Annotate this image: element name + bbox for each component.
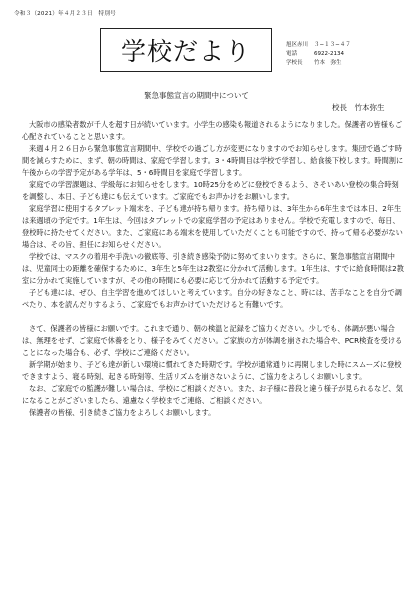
body-paragraph: 家庭学習に使用するタブレット端末を、子ども達が持ち帰ります。持ち帰りは、3年生から6年生までは本日、2年生は来週頃の予定です。1年生は、今回はタブレットでの家庭学習の予定はありません。学校で充電しますので、毎日、登校時に持たせてください。また、ご家庭にある端末を使用していただくことも可能ですので、持って帰る必要がない場合は、その旨、担任にお知らせください。 — [22, 204, 403, 249]
phone-row — [286, 50, 406, 59]
phone-label: 電話 — [286, 51, 298, 57]
body-paragraph: 家庭での学習課題は、学級毎にお知らせをします。10時25分をめどに登校できるよう、さそいあい登校の集合時刻を調整し、本日、子ども達にも伝えています。ご家庭でもお声かけをお願いします。 — [22, 180, 399, 201]
author-line: 校長 竹本弥生 — [332, 103, 385, 112]
school-address — [286, 41, 406, 68]
body-paragraph: 来週４月２６日から緊急事態宣言期間中、学校での過ごし方が変更になりますのでお知らせします。集団で過ごす時間を減らすために、まず、朝の時間は、家庭で学習します。3・4時間目は学校で学習し、給食後下校します。時間割に午後からの学習予定がある学年は、5・6時間目を家庭で学習します。 — [22, 144, 404, 177]
address-label: 旭区赤川 — [286, 42, 309, 48]
body-paragraph: なお、ご家庭での監護が難しい場合は、学校にご相談ください。また、お子様に普段と違う様子が見られるなど、気になることがございましたら、遠慮なく学校までご連絡、ご相談ください。 — [22, 384, 403, 405]
body-paragraph: 子ども達には、ぜひ、自主学習を進めてほしいと考えています。自分の好きなこと、時には、苦手なことを自分で調べたり、本を読んだりするよう、ご家庭でもお声かけていただけると有難いです。 — [22, 288, 402, 309]
principal-value: 竹本 弥生 — [314, 60, 342, 66]
body-paragraph: 保護者の皆様、引き続きご協力をよろしくお願いします。 — [29, 408, 216, 417]
address-value: ３−１３−４７ — [314, 42, 351, 48]
body-paragraph: 新学期が始まり、子ども達が新しい環境に慣れてきた時期です。学校が通常通りに再開しました時にスムーズに登校できますよう、寝る時刻、起きる時刻等、生活リズムを崩さないように、ご協力をよろしくお願いします。 — [22, 360, 402, 381]
title-box — [100, 28, 272, 72]
principal-label: 学校長 — [286, 60, 303, 66]
body-paragraph: 学校では、マスクの着用や手洗いの徹底等、引き続き感染予防に努めてまいります。さらに、緊急事態宣言期間中は、児童同士の距離を確保するために、3年生と5年生は2教室に分かれて活動します。1年生は、すでに給食時間は2教室に分かれて実施していますが、その他の時間にも必要に応じて分かれて活動する予定です。 — [22, 252, 404, 285]
issue-line: 令和３（2021）年４月２３日 特別号 — [14, 11, 116, 17]
body-paragraph: さて、保護者の皆様にお願いです。これまで通り、朝の検温と記録をご協力ください。少しでも、体調が悪い場合は、無理をせず、ご家庭で休養をとり、様子をみてください。ご家族の方が体調を崩された場合や、PCR検査を受けることになった場合も、必ず、学校にご連絡ください。 — [22, 324, 403, 357]
phone-value: 6922-2134 — [314, 51, 344, 57]
principal-row — [286, 59, 406, 68]
address-row — [286, 41, 406, 50]
letter-body — [22, 119, 404, 419]
body-paragraph: 大阪市の感染者数が千人を超す日が続いています。小学生の感染も報道されるようになりました。保護者の皆様もご心配されていることと思います。 — [22, 120, 403, 141]
document-subtitle: 緊急事態宣言の期間中について — [144, 91, 249, 100]
newsletter-title: 学校だより — [120, 37, 251, 66]
